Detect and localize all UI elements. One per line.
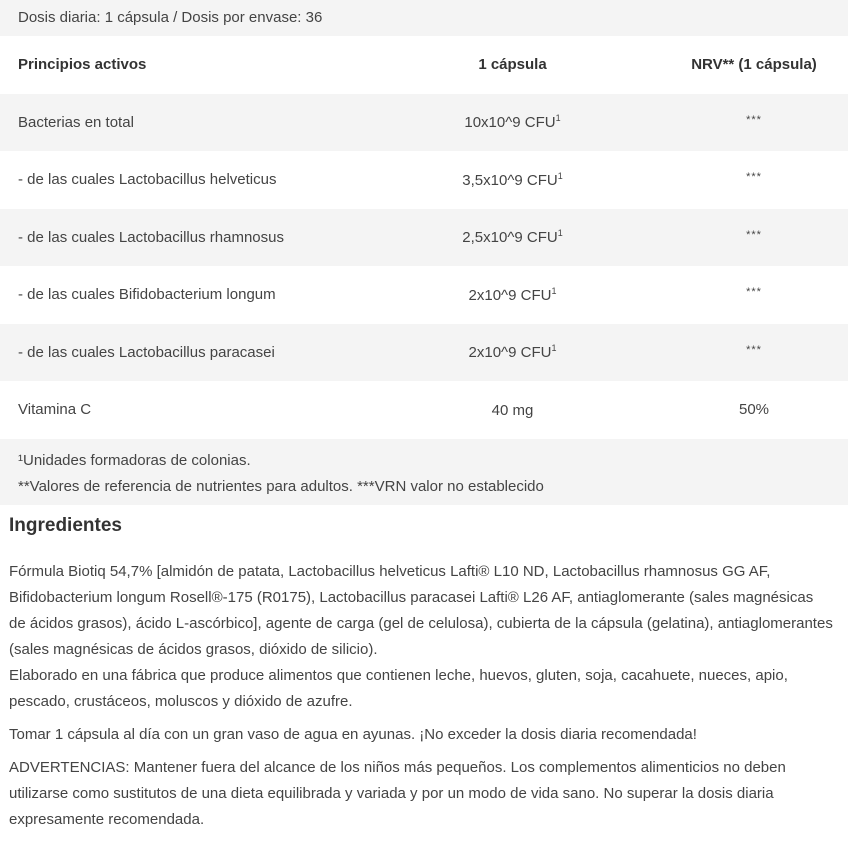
table-row (0, 151, 848, 209)
row-name: - de las cuales Bifidobacterium longum (18, 286, 276, 304)
row-nrv: *** (746, 228, 762, 241)
table-row (0, 94, 848, 152)
ingredients-line: pescado, crustáceos, moluscos y dióxido de azufre. (9, 692, 353, 710)
row-nrv: *** (746, 113, 762, 126)
row-nrv: *** (746, 286, 762, 299)
ingredients-line: Elaborado en una fábrica que produce alimentos que contienen leche, huevos, gluten, soja, cacahuete, nueces, apio, (9, 666, 788, 684)
table-header-row (0, 36, 848, 94)
header-active-ingredients: Principios activos (18, 56, 147, 74)
nutrition-table (0, 36, 848, 439)
row-nrv: *** (746, 171, 762, 184)
dose-info: Dosis diaria: 1 cápsula / Dosis por envase: 36 (0, 0, 848, 36)
table-row (0, 381, 848, 439)
warnings-line: expresamente recomendada. (9, 810, 205, 828)
ingredients-line: (sales magnésicas de ácidos grasos, dióxido de silicio). (9, 640, 378, 658)
table-row (0, 266, 848, 324)
row-name: - de las cuales Lactobacillus paracasei (18, 343, 275, 361)
header-nrv: NRV** (1 cápsula) (691, 56, 817, 74)
footnote-nrv: **Valores de referencia de nutrientes para adultos. ***VRN valor no establecido (18, 477, 544, 495)
row-amount: 2x10^9 CFU$^1$ (468, 343, 557, 362)
header-per-capsule: 1 cápsula (478, 56, 547, 74)
ingredients-heading: Ingredientes (9, 514, 122, 536)
warnings-text (9, 755, 848, 833)
row-name: Bacterias en total (18, 113, 134, 131)
footnote-cfu: ¹Unidades formadoras de colonias. (18, 451, 251, 469)
footnotes (0, 439, 848, 505)
ingredients-line: Fórmula Biotiq 54,7% [almidón de patata, Lactobacillus helveticus Lafti® L10 ND, Lactobacillus rhamnosus GG AF, (9, 562, 771, 580)
warnings-line: ADVERTENCIAS: Mantener fuera del alcance de los niños más pequeños. Los complementos alimenticios no deben (9, 758, 786, 776)
ingredients-text (9, 559, 848, 715)
ingredients-line: Bifidobacterium longum Rosell®-175 (R0175), Lactobacillus paracasei Lafti® L26 AF, antiaglomerante (sales magnésicas (9, 588, 814, 606)
row-name: Vitamina C (18, 401, 92, 419)
row-amount: 40 mg (491, 401, 534, 419)
warnings-line: utilizarse como sustitutos de una dieta equilibrada y variada y por un modo de vida sano. No superar la dosis diaria (9, 784, 774, 802)
row-nrv: 50% (738, 401, 770, 419)
row-amount: 2x10^9 CFU$^1$ (468, 285, 557, 304)
row-amount: 10x10^9 CFU$^1$ (464, 113, 561, 132)
row-amount: 2,5x10^9 CFU$^1$ (462, 228, 563, 247)
ingredients-section (0, 559, 848, 833)
table-row (0, 209, 848, 267)
row-name: - de las cuales Lactobacillus helveticus (18, 171, 277, 189)
ingredients-line: de ácidos grasos), ácido L-ascórbico], agente de carga (gel de celulosa), cubierta de la cápsula (gelatina), antiaglomerantes (9, 614, 833, 632)
row-amount: 3,5x10^9 CFU$^1$ (462, 170, 563, 189)
row-nrv: *** (746, 343, 762, 356)
usage-instructions: Tomar 1 cápsula al día con un gran vaso de agua en ayunas. ¡No exceder la dosis diaria recomendada! (9, 725, 697, 743)
table-row (0, 324, 848, 382)
row-name: - de las cuales Lactobacillus rhamnosus (18, 228, 284, 246)
